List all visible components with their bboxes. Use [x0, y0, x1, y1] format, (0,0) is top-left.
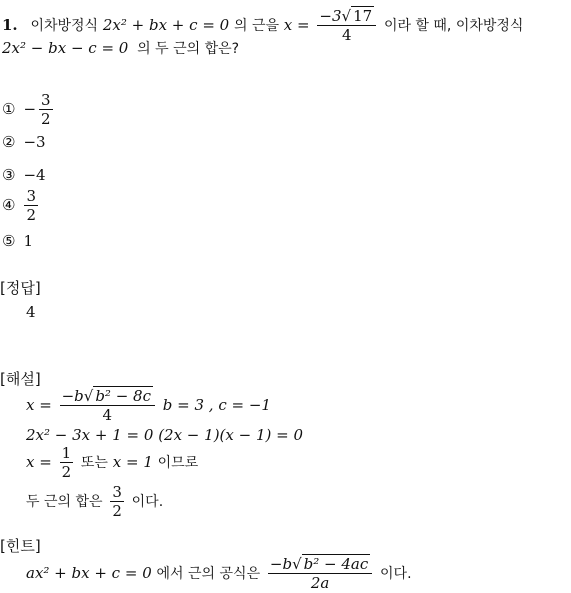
answer-value: 4 — [26, 303, 36, 321]
hint-line: ax² + bx + c = 0 에서 근의 공식은 $\frac{\text{−b√ b² − 4ac}}{2a}$ 이다. — [26, 555, 412, 592]
hint-label: [힌트] — [0, 537, 41, 555]
choice-1[interactable]: ① − $\frac{3}{2}$ — [2, 91, 51, 128]
answer-label: [정답] — [0, 279, 41, 297]
choice-4[interactable]: ④ $\frac{3}{2}$ — [2, 187, 36, 224]
question-line-2: 2x² − bx − c = 0 의 두 근의 합은? — [2, 39, 240, 57]
choice-5[interactable]: ⑤ 1 — [2, 232, 33, 250]
choice-3[interactable]: ③ −4 — [2, 166, 46, 184]
equation-1: 2x² + bx + c = 0 — [102, 16, 230, 34]
explanation-line-1: x = $\frac{\text{−b√ b² − 8c}}{4}$ b = 3 , c = −1 — [26, 387, 271, 424]
explanation-line-3: x = $\frac{1}{2}$ 또는 x = 1 이므로 — [26, 444, 199, 481]
explanation-line-4: 두 근의 합은 $\frac{3}{2}$ 이다. — [26, 483, 164, 520]
question-number: 1. — [2, 16, 18, 34]
equation-2: 2x² − bx − c = 0 — [2, 39, 129, 57]
question-line-1: 1. 이차방정식 2x² + bx + c = 0 의 근을 x = $\frac{-3√ 17}{4}$ 이라 할 때, 이차방정식 — [2, 7, 524, 44]
choice-2[interactable]: ② −3 — [2, 133, 46, 151]
explanation-line-2: 2x² − 3x + 1 = 0 (2x − 1)(x − 1) = 0 — [26, 426, 304, 444]
root-fraction: $\frac{-3√ 17}{4}$ — [317, 8, 376, 44]
explanation-label: [해설] — [0, 370, 41, 388]
